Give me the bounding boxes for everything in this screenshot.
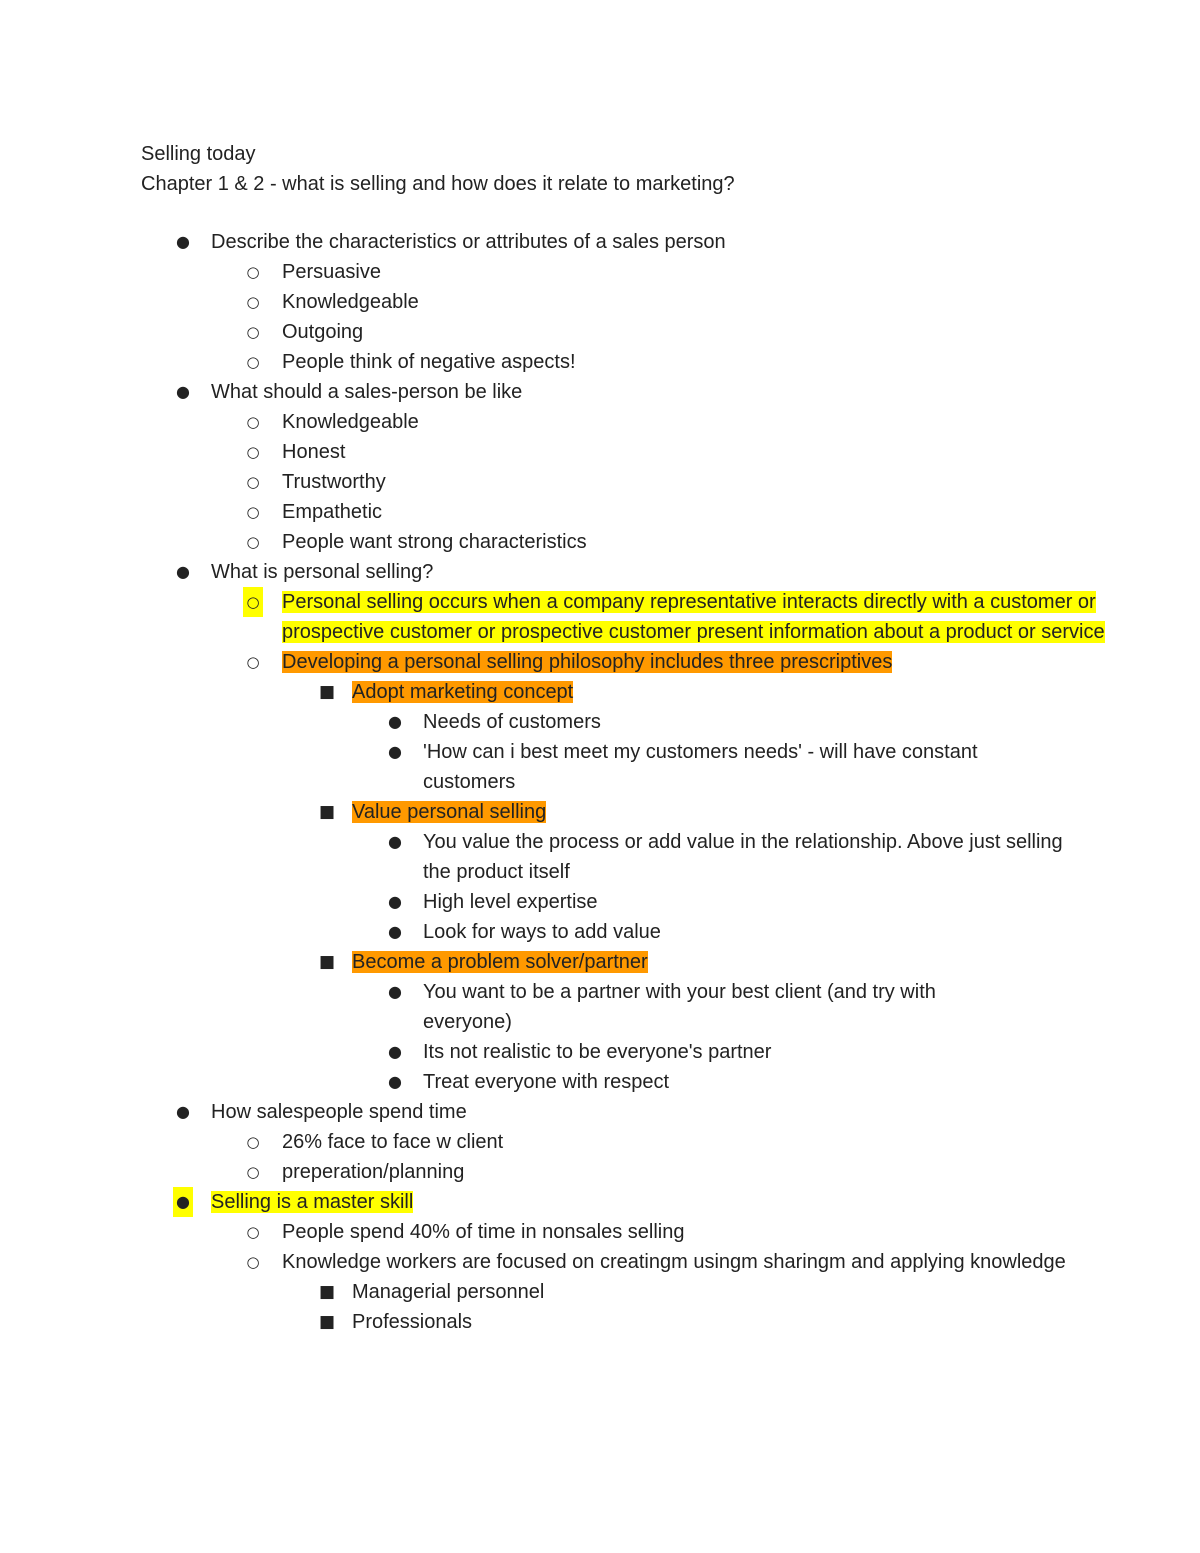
list-item [141,347,1061,377]
bullet-disc: ● [176,1102,190,1121]
bullet-disc: ● [173,1187,193,1217]
list-item-text: Its not realistic to be everyone's partner [423,1041,772,1063]
list-item-text: People think of negative aspects! [282,351,576,373]
list-item [141,707,1061,737]
bullet-circle: ○ [246,263,260,281]
list-item [141,257,1061,287]
list-item [141,827,1083,887]
list-item-text: Describe the characteristics or attributes of a sales person [211,231,726,253]
list-item-highlighted [141,797,1061,827]
list-item-text: Knowledge workers are focused on creatingm usingm sharingm and applying knowledge [282,1251,1066,1273]
doc-title: Selling today [141,143,256,165]
bullet-circle: ○ [246,533,260,551]
prescriptive-heading: Become a problem solver/partner [352,951,648,973]
bullet-circle: ○ [246,323,260,341]
selling-philosophy-heading: Developing a personal selling philosophy includes three prescriptives [282,651,893,673]
list-item [141,1037,1061,1067]
personal-selling-definition: Personal selling occurs when a company representative interacts directly with a customer or prospective customer or prospective customer present information about a product or service [282,591,1105,643]
bullet-circle: ○ [246,1253,260,1271]
bullet-circle: ○ [246,413,260,431]
list-item-highlighted [141,947,1061,977]
list-item-highlighted [141,1187,1061,1217]
list-item [141,977,1023,1037]
prescriptive-heading: Adopt marketing concept [352,681,574,703]
list-item [141,1067,1061,1097]
bullet-circle: ○ [246,473,260,491]
list-item [141,437,1061,467]
list-item [141,227,1061,257]
list-item-text: Knowledgeable [282,291,419,313]
bullet-disc: ● [176,562,190,581]
list-item [141,527,1061,557]
bullet-circle: ○ [246,1163,260,1181]
list-item [141,557,1061,587]
bullet-disc: ● [176,232,190,251]
bullet-disc: ● [388,1042,402,1061]
list-item [141,377,1061,407]
list-item-text: How salespeople spend time [211,1101,467,1123]
list-item-text: Persuasive [282,261,381,283]
list-item-text: Needs of customers [423,711,601,733]
bullet-circle: ○ [246,1133,260,1151]
list-item-text: Treat everyone with respect [423,1071,670,1093]
bullet-circle: ○ [246,503,260,521]
bullet-circle: ○ [246,353,260,371]
list-item [141,1277,1061,1307]
bullet-disc: ● [388,982,402,1001]
doc-subtitle: Chapter 1 & 2 - what is selling and how does it relate to marketing? [141,173,735,195]
list-item [141,1097,1061,1127]
list-item [141,737,1053,797]
bullet-disc: ● [176,382,190,401]
list-item [141,1217,1061,1247]
list-item-text: preperation/planning [282,1161,465,1183]
bullet-square: ■ [318,682,336,702]
list-item-highlighted [141,677,1061,707]
list-item-text: What is personal selling? [211,561,434,583]
list-item-text: Managerial personnel [352,1281,545,1303]
bullet-disc: ● [388,892,402,911]
list-item [141,1307,1061,1337]
list-item-text: Professionals [352,1311,473,1333]
list-item [141,1247,1172,1277]
bullet-square: ■ [318,1282,336,1302]
bullet-circle: ○ [246,293,260,311]
list-item [141,287,1061,317]
list-item [141,1157,1061,1187]
bullet-circle: ○ [246,1223,260,1241]
list-item-text: What should a sales-person be like [211,381,523,403]
list-item-text: Outgoing [282,321,364,343]
list-item [141,497,1061,527]
list-item-text: Empathetic [282,501,383,523]
blank-line [141,199,1061,227]
list-item-text: Trustworthy [282,471,386,493]
bullet-square: ■ [318,952,336,972]
bullet-circle: ○ [246,443,260,461]
bullet-square: ■ [318,802,336,822]
bullet-circle: ○ [243,587,263,617]
list-item-text: People spend 40% of time in nonsales selling [282,1221,685,1243]
list-item [141,467,1061,497]
list-item [141,407,1061,437]
list-item-text: 26% face to face w client [282,1131,504,1153]
list-item-text: You want to be a partner with your best client (and try with everyone) [423,981,936,1033]
master-skill-heading: Selling is a master skill [211,1191,414,1213]
list-item-text: You value the process or add value in the relationship. Above just selling the product itself [423,831,1063,883]
bullet-square: ■ [318,1312,336,1332]
list-item-text: 'How can i best meet my customers needs' - will have constant customers [423,741,978,793]
list-item-text: Honest [282,441,346,463]
list-item-highlighted [141,647,1061,677]
list-item [141,317,1061,347]
bullet-disc: ● [388,1072,402,1091]
list-item-text: High level expertise [423,891,598,913]
bullet-circle: ○ [246,653,260,671]
list-item [141,917,1061,947]
list-item-highlighted [141,587,1182,647]
bullet-disc: ● [388,922,402,941]
list-item-text: Knowledgeable [282,411,419,433]
list-item [141,1127,1061,1157]
bullet-disc: ● [388,712,402,731]
list-item [141,887,1061,917]
list-item-text: Look for ways to add value [423,921,661,943]
document-body [141,139,1105,1337]
list-item-text: People want strong characteristics [282,531,587,553]
bullet-disc: ● [388,832,402,851]
bullet-disc: ● [388,742,402,761]
prescriptive-heading: Value personal selling [352,801,547,823]
